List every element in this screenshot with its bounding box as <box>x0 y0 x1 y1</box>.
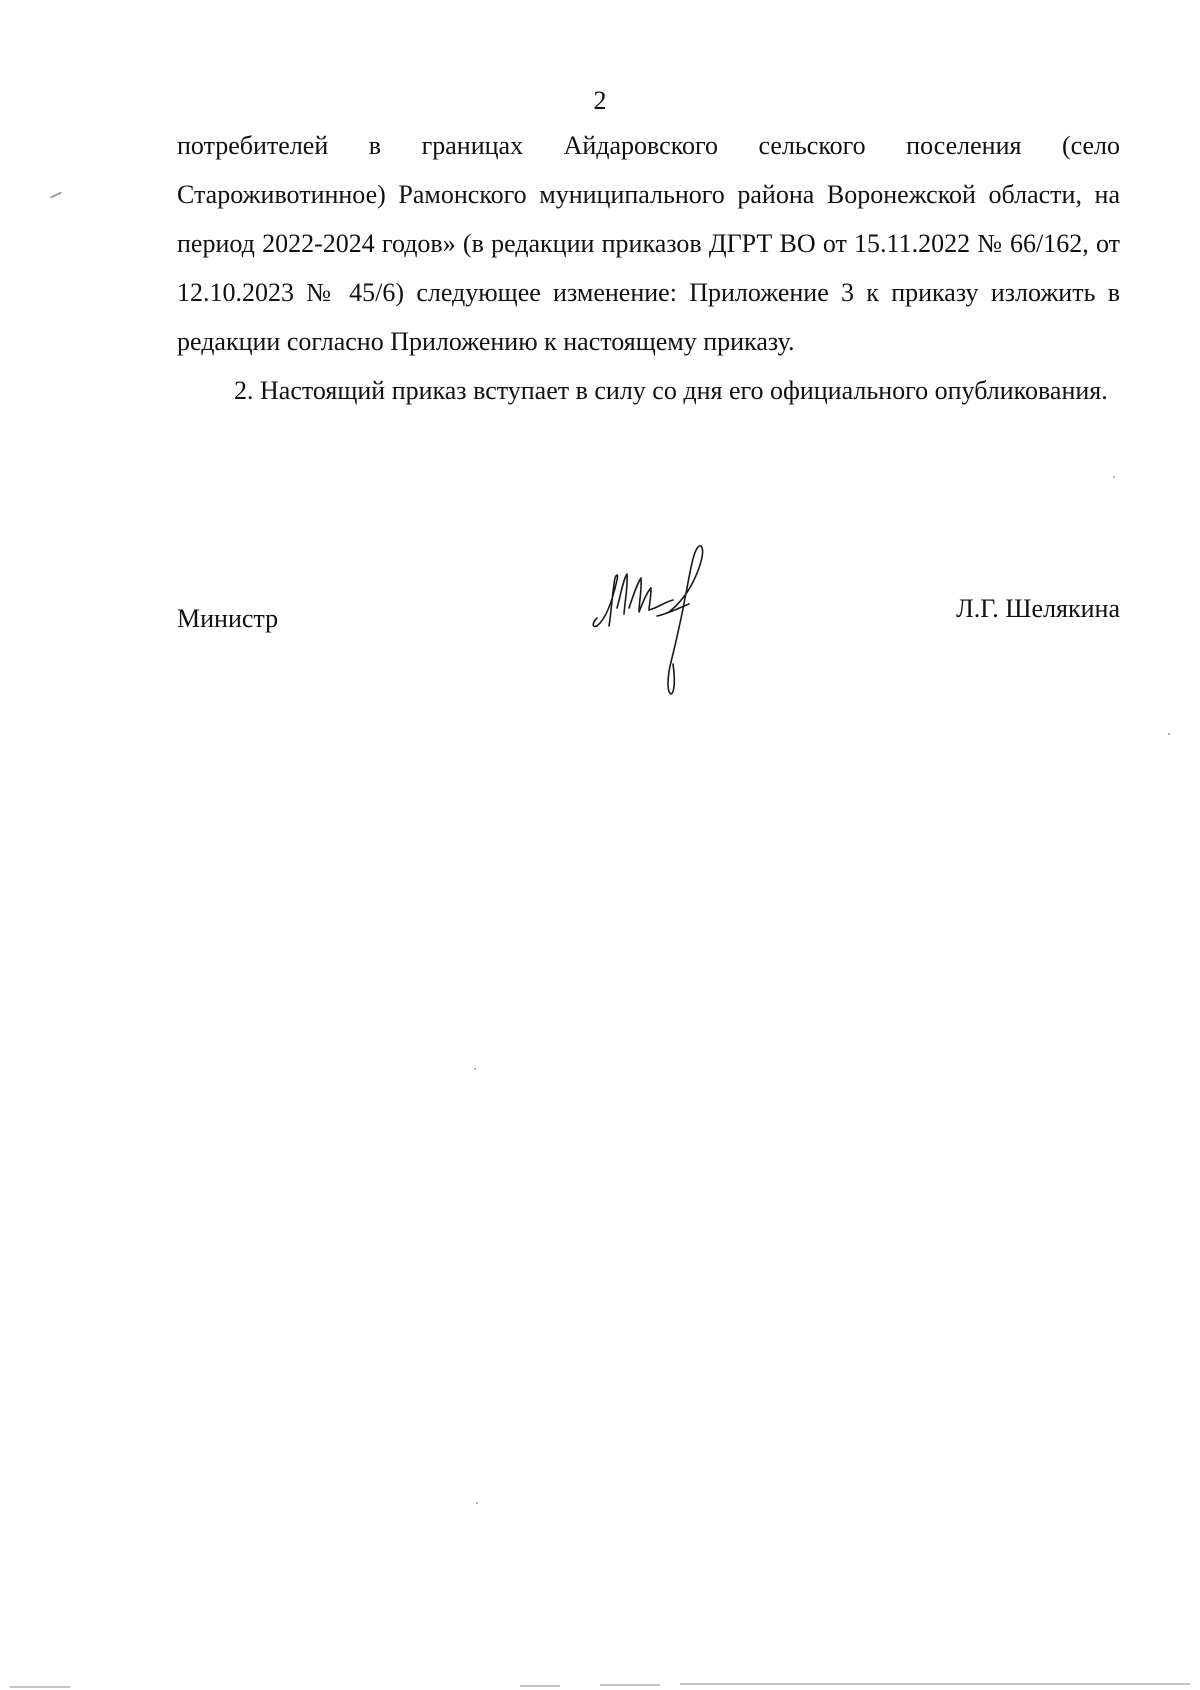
document-body <box>177 121 1120 415</box>
scan-bottom-edge <box>0 1682 1200 1690</box>
scan-speck <box>1168 733 1170 735</box>
scan-speck <box>476 1502 478 1504</box>
page-number: 2 <box>593 86 607 115</box>
scan-speck <box>474 1068 476 1070</box>
paragraph-continuation: потребителей в границах Айдаровского сельского поселения (село Староживотинное) Рамонского муниципального района Воронежской области, на период 2022-2024 годов» (в редакции приказов ДГРТ ВО от 15.11.2022 № 66/162, от 12.10.2023 № 45/6) следующее изменение: Приложение 3 к приказу изложить в редакции согласно Приложению к настоящему приказу. <box>177 131 1120 356</box>
paragraph-effective-date: 2. Настоящий приказ вступает в силу со дня его официального опубликования. <box>234 376 1108 405</box>
signer-name: Л.Г. Шелякина <box>956 594 1120 623</box>
scan-speck <box>1113 476 1115 478</box>
scan-speck <box>50 192 62 199</box>
signature-block <box>177 594 1120 720</box>
handwritten-signature-icon <box>587 538 727 708</box>
signer-position: Министр <box>177 604 279 633</box>
